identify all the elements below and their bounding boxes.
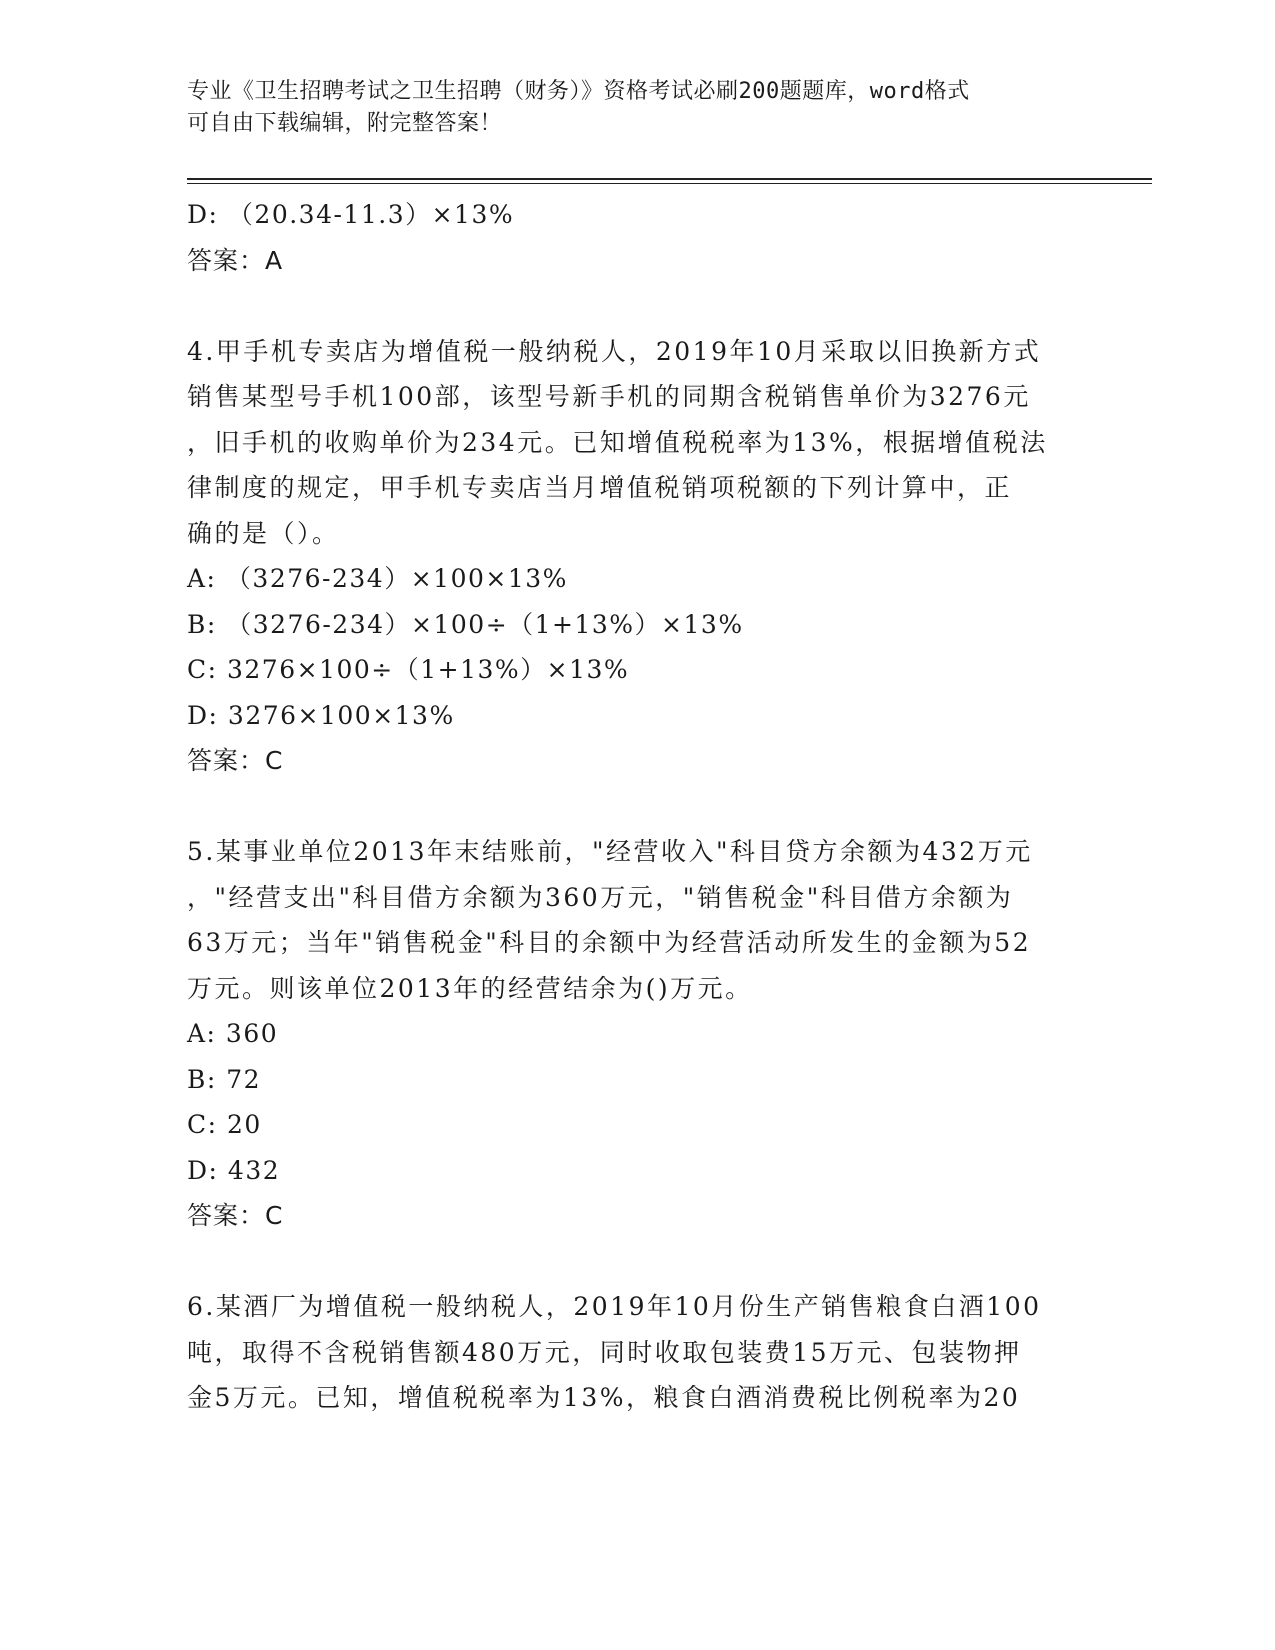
question-4-stem-line: 律制度的规定，甲手机专卖店当月增值税销项税额的下列计算中，正 bbox=[187, 473, 1013, 502]
header-divider-thin bbox=[187, 183, 1152, 184]
header-line-1: 专业《卫生招聘考试之卫生招聘（财务）》资格考试必刷200题题库，word格式 bbox=[187, 79, 970, 104]
question-4 bbox=[187, 329, 1087, 784]
prev-answer: 答案：A bbox=[187, 245, 284, 275]
question-6 bbox=[187, 1284, 1087, 1421]
spacer bbox=[187, 1239, 1087, 1285]
question-4-option-c: C: 3276×100÷（1+13%）×13% bbox=[187, 655, 630, 684]
question-6-stem-line: 6.某酒厂为增值税一般纳税人，2019年10月份生产销售粮食白酒100 bbox=[187, 1292, 1042, 1321]
header-line-2: 可自由下载编辑，附完整答案！ bbox=[187, 111, 503, 136]
question-6-stem-line: 金5万元。已知，增值税税率为13%，粮食白酒消费税比例税率为20 bbox=[187, 1383, 1021, 1412]
question-5-stem-line: 63万元；当年"销售税金"科目的余额中为经营活动所发生的金额为52 bbox=[187, 928, 1032, 957]
question-5-option-d: D: 432 bbox=[187, 1155, 281, 1185]
question-5-option-b: B: 72 bbox=[187, 1064, 262, 1094]
spacer bbox=[187, 283, 1087, 329]
question-5-stem-line: 5.某事业单位2013年末结账前，"经营收入"科目贷方余额为432万元 bbox=[187, 837, 1033, 866]
header-divider-thick bbox=[187, 178, 1152, 180]
spacer bbox=[187, 784, 1087, 830]
question-5-stem-line: ，"经营支出"科目借方余额为360万元，"销售税金"科目借方余额为 bbox=[187, 882, 1014, 912]
question-4-stem-line: 4.甲手机专卖店为增值税一般纳税人，2019年10月采取以旧换新方式 bbox=[187, 336, 1042, 366]
question-4-stem-line: 销售某型号手机100部，该型号新手机的同期含税销售单价为3276元 bbox=[187, 382, 1031, 411]
question-4-option-a: A: （3276-234）×100×13% bbox=[187, 564, 568, 593]
question-4-option-b: B: （3276-234）×100÷（1+13%）×13% bbox=[187, 609, 744, 639]
question-5-option-c: C: 20 bbox=[187, 1110, 262, 1139]
question-4-stem-line: ，旧手机的收购单价为234元。已知增值税税率为13%，根据增值税法 bbox=[187, 427, 1048, 457]
question-content bbox=[187, 192, 1087, 1421]
prev-option-d: D: （20.34-11.3）×13% bbox=[187, 200, 515, 229]
question-4-answer: 答案：C bbox=[187, 746, 284, 775]
question-5-answer: 答案：C bbox=[187, 1201, 284, 1230]
question-5 bbox=[187, 829, 1087, 1239]
document-header bbox=[187, 76, 1087, 140]
question-5-option-a: A: 360 bbox=[187, 1019, 279, 1048]
question-5-stem-line: 万元。则该单位2013年的经营结余为()万元。 bbox=[187, 973, 753, 1003]
question-6-stem-line: 吨，取得不含税销售额480万元，同时收取包装费15万元、包装物押 bbox=[187, 1337, 1022, 1367]
question-4-stem-line: 确的是（）。 bbox=[187, 518, 340, 548]
question-4-option-d: D: 3276×100×13% bbox=[187, 700, 455, 730]
